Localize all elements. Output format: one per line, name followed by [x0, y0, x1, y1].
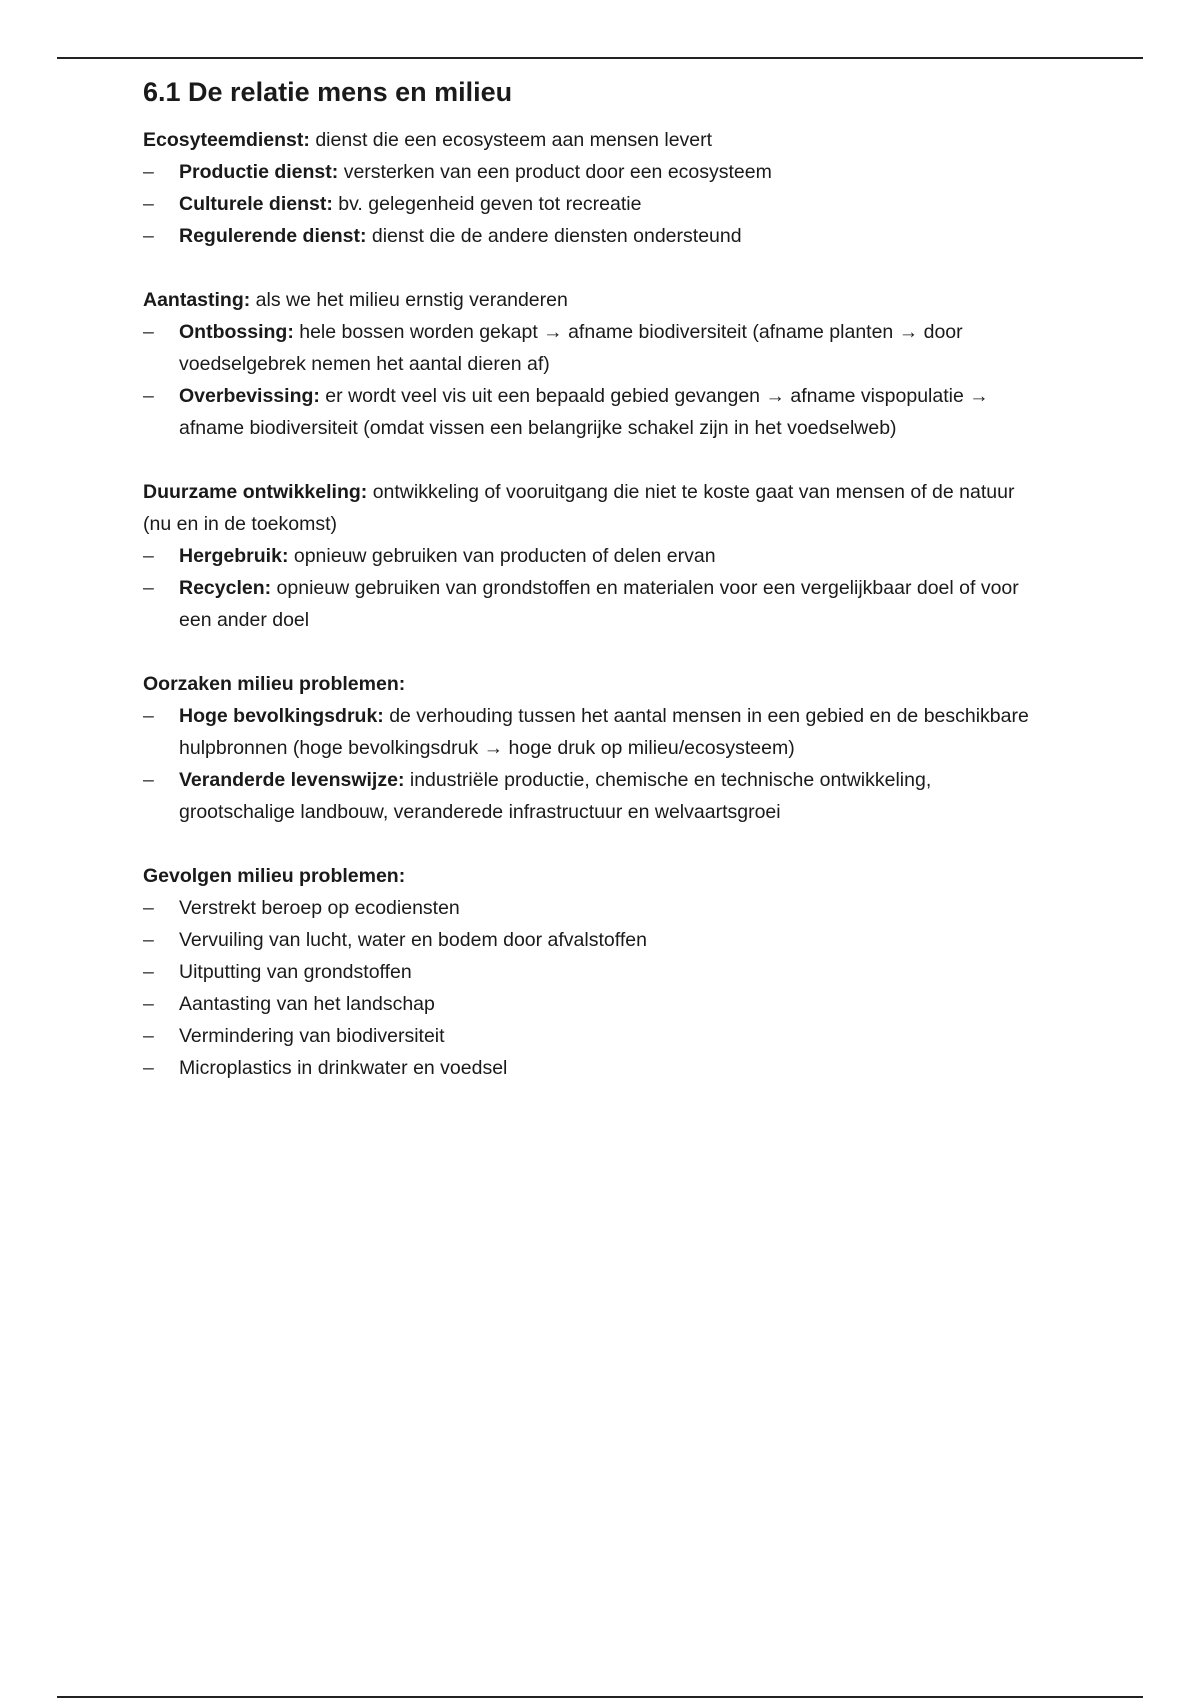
list-item	[143, 572, 1043, 636]
item-text: Aantasting van het landschap	[179, 993, 435, 1015]
item-text: versterken van een product door een ecosysteem	[338, 161, 772, 183]
item-text: Microplastics in drinkwater en voedsel	[179, 1057, 508, 1079]
list-item	[143, 988, 1043, 1020]
dash-bullet: –	[143, 321, 154, 343]
dash-bullet: –	[143, 225, 154, 247]
item-term: Productie dienst:	[179, 161, 339, 183]
section-oorzaken	[143, 668, 1043, 828]
section-lead	[143, 860, 1043, 892]
item-term: Veranderde levenswijze:	[179, 769, 405, 791]
list-item	[143, 1020, 1043, 1052]
section-gevolgen	[143, 860, 1043, 1084]
list-item	[143, 220, 1043, 252]
dash-bullet: –	[143, 385, 154, 407]
section-term: Ecosyteemdienst:	[143, 129, 310, 151]
list-item	[143, 380, 1043, 444]
item-text: Vermindering van biodiversiteit	[179, 1025, 445, 1047]
bottom-rule	[57, 1696, 1143, 1698]
item-text: Verstrekt beroep op ecodiensten	[179, 897, 460, 919]
section-lead	[143, 124, 1043, 156]
section-lead	[143, 668, 1043, 700]
item-text: hele bossen worden gekapt → afname biodiversiteit (afname planten → door voedselgebrek nemen het aantal dieren af)	[179, 321, 963, 375]
dash-bullet: –	[143, 769, 154, 791]
dash-bullet: –	[143, 929, 154, 951]
section-list	[143, 892, 1043, 1084]
page-title: 6.1 De relatie mens en milieu	[143, 77, 513, 107]
dash-bullet: –	[143, 545, 154, 567]
section-term: Oorzaken milieu problemen:	[143, 673, 406, 695]
dash-bullet: –	[143, 193, 154, 215]
section-term: Aantasting:	[143, 289, 251, 311]
section-duurzame-ontwikkeling	[143, 476, 1043, 636]
section-list	[143, 316, 1043, 444]
section-list	[143, 156, 1043, 252]
dash-bullet: –	[143, 961, 154, 983]
section-text: dienst die een ecosysteem aan mensen levert	[309, 129, 713, 151]
list-item	[143, 764, 1043, 828]
item-text: er wordt veel vis uit een bepaald gebied gevangen → afname vispopulatie → afname biodiversiteit (omdat vissen een belangrijke schakel zijn in het voedselweb)	[179, 385, 989, 439]
section-text: ontwikkeling of vooruitgang die niet te koste gaat van mensen of de natuur (nu en in de toekomst)	[143, 481, 1015, 535]
dash-bullet: –	[143, 993, 154, 1015]
item-term: Regulerende dienst:	[179, 225, 367, 247]
item-text: industriële productie, chemische en technische ontwikkeling, grootschalige landbouw, veranderede infrastructuur en welvaartsgroei	[179, 769, 932, 823]
item-term: Overbevissing:	[179, 385, 320, 407]
dash-bullet: –	[143, 1025, 154, 1047]
item-text: opnieuw gebruiken van grondstoffen en materialen voor een vergelijkbaar doel of voor een ander doel	[179, 577, 1019, 631]
item-term: Hergebruik:	[179, 545, 289, 567]
dash-bullet: –	[143, 577, 154, 599]
section-aantasting	[143, 284, 1043, 444]
section-list	[143, 700, 1043, 828]
item-term: Hoge bevolkingsdruk:	[179, 705, 384, 727]
item-text: Vervuiling van lucht, water en bodem door afvalstoffen	[179, 929, 647, 951]
list-item	[143, 540, 1043, 572]
list-item	[143, 1052, 1043, 1084]
list-item	[143, 156, 1043, 188]
item-text: dienst die de andere diensten ondersteund	[366, 225, 742, 247]
section-term: Gevolgen milieu problemen:	[143, 865, 406, 887]
item-term: Culturele dienst:	[179, 193, 333, 215]
list-item	[143, 188, 1043, 220]
item-term: Recyclen:	[179, 577, 272, 599]
dash-bullet: –	[143, 161, 154, 183]
list-item	[143, 892, 1043, 924]
section-list	[143, 540, 1043, 636]
section-lead	[143, 284, 1043, 316]
list-item	[143, 924, 1043, 956]
list-item	[143, 316, 1043, 380]
top-rule	[57, 57, 1143, 59]
item-text: de verhouding tussen het aantal mensen in een gebied en de beschikbare hulpbronnen (hoge bevolkingsdruk → hoge druk op milieu/ecosysteem)	[179, 705, 1029, 759]
list-item	[143, 956, 1043, 988]
section-ecosysteemdienst	[143, 124, 1043, 252]
dash-bullet: –	[143, 1057, 154, 1079]
item-text: bv. gelegenheid geven tot recreatie	[332, 193, 642, 215]
section-lead	[143, 476, 1043, 540]
item-text: Uitputting van grondstoffen	[179, 961, 412, 983]
item-text: opnieuw gebruiken van producten of delen ervan	[288, 545, 716, 567]
list-item	[143, 700, 1043, 764]
dash-bullet: –	[143, 897, 154, 919]
item-term: Ontbossing:	[179, 321, 294, 343]
section-text: als we het milieu ernstig veranderen	[250, 289, 568, 311]
dash-bullet: –	[143, 705, 154, 727]
document-body	[143, 72, 1043, 1116]
section-term: Duurzame ontwikkeling:	[143, 481, 368, 503]
